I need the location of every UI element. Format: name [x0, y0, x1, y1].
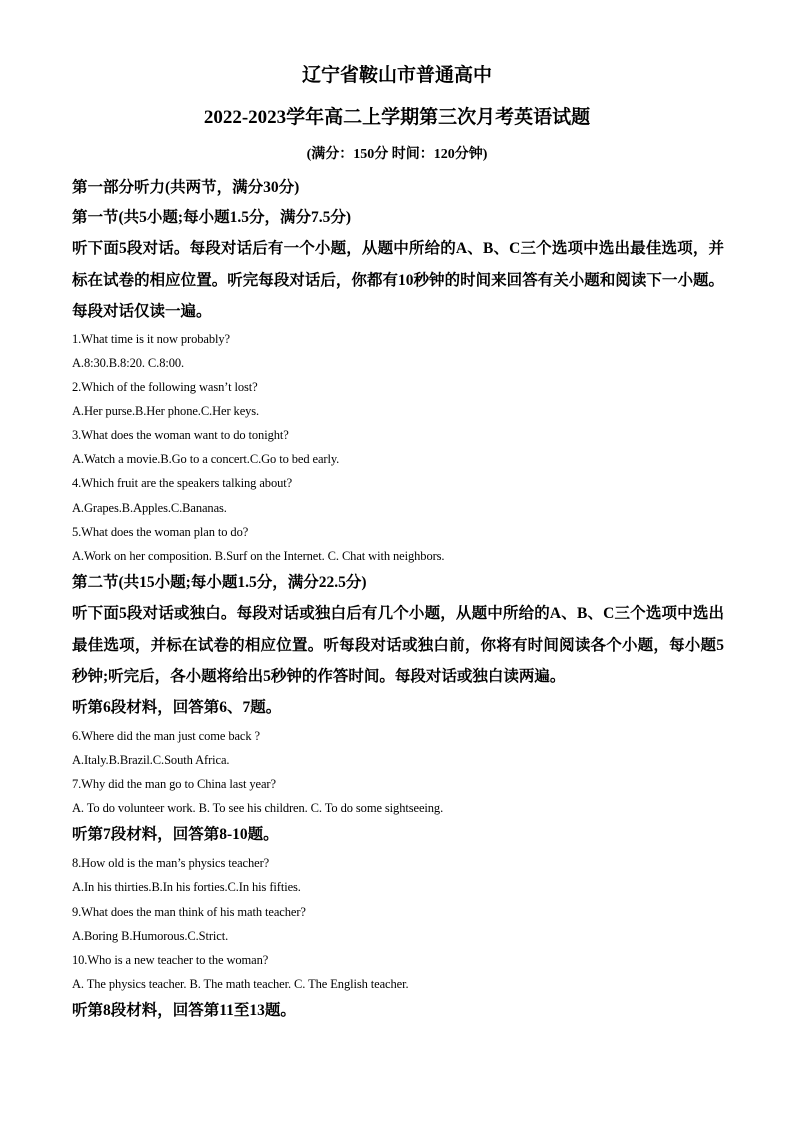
question-5: 5.What does the woman plan to do? [72, 525, 249, 539]
question-2: 2.Which of the following wasn’t lost? [72, 380, 258, 394]
section2-heading: 第二节(共15小题;每小题1.5分，满分22.5分) [72, 574, 367, 591]
question-1-options: A.8:30.B.8:20. C.8:00. [72, 356, 185, 370]
question-9-options: A.Boring B.Humorous.C.Strict. [72, 929, 229, 943]
question-9: 9.What does the man think of his math teacher? [72, 905, 306, 919]
question-7: 7.Why did the man go to China last year? [72, 777, 276, 791]
question-3-options: A.Watch a movie.B.Go to a concert.C.Go to bed early. [72, 452, 340, 466]
question-2-options: A.Her purse.B.Her phone.C.Her keys. [72, 404, 260, 418]
part1-heading: 第一部分听力(共两节，满分30分) [72, 179, 300, 196]
exam-title-region: 辽宁省鞍山市普通高中 [301, 65, 492, 86]
question-3: 3.What does the woman want to do tonight? [72, 428, 289, 442]
question-8-options: A.In his thirties.B.In his forties.C.In his fifties. [72, 880, 301, 894]
score-time-info: (满分：150分 时间：120分钟) [306, 147, 488, 162]
question-6-options: A.Italy.B.Brazil.C.South Africa. [72, 753, 230, 767]
material6-heading: 听第6段材料，回答第6、7题。 [72, 699, 282, 716]
section1-heading: 第一节(共5小题;每小题1.5分，满分7.5分) [72, 209, 351, 226]
question-5-options: A.Work on her composition. B.Surf on the Internet. C. Chat with neighbors. [72, 549, 445, 563]
question-1: 1.What time is it now probably? [72, 332, 230, 346]
material7-heading: 听第7段材料，回答第8-10题。 [72, 826, 279, 843]
section2-instructions: 听下面5段对话或独白。每段对话或独白后有几个小题，从题中所给的A、B、C三个选项中选出最佳选项，并标在试卷的相应位置。听每段对话或独白前，你将有时间阅读各个小题，每小题5秒钟;听完后，各小题将给出5秒钟的作答时间。每段对话或独白读两遍。 [72, 605, 724, 685]
question-10: 10.Who is a new teacher to the woman? [72, 953, 269, 967]
question-10-options: A. The physics teacher. B. The math teacher. C. The English teacher. [72, 977, 409, 991]
section1-instructions: 听下面5段对话。每段对话后有一个小题，从题中所给的A、B、C三个选项中选出最佳选项，并标在试卷的相应位置。听完每段对话后，你都有10秒钟的时间来回答有关小题和阅读下一小题。每段对话仅读一遍。 [72, 240, 724, 320]
question-7-options: A. To do volunteer work. B. To see his children. C. To do some sightseeing. [72, 801, 444, 815]
question-8: 8.How old is the man’s physics teacher? [72, 856, 270, 870]
material8-heading: 听第8段材料，回答第11至13题。 [72, 1002, 296, 1019]
question-4: 4.Which fruit are the speakers talking about? [72, 476, 293, 490]
question-4-options: A.Grapes.B.Apples.C.Bananas. [72, 501, 227, 515]
question-6: 6.Where did the man just come back ? [72, 729, 260, 743]
exam-title: 2022-2023学年高二上学期第三次月考英语试题 [203, 107, 591, 128]
